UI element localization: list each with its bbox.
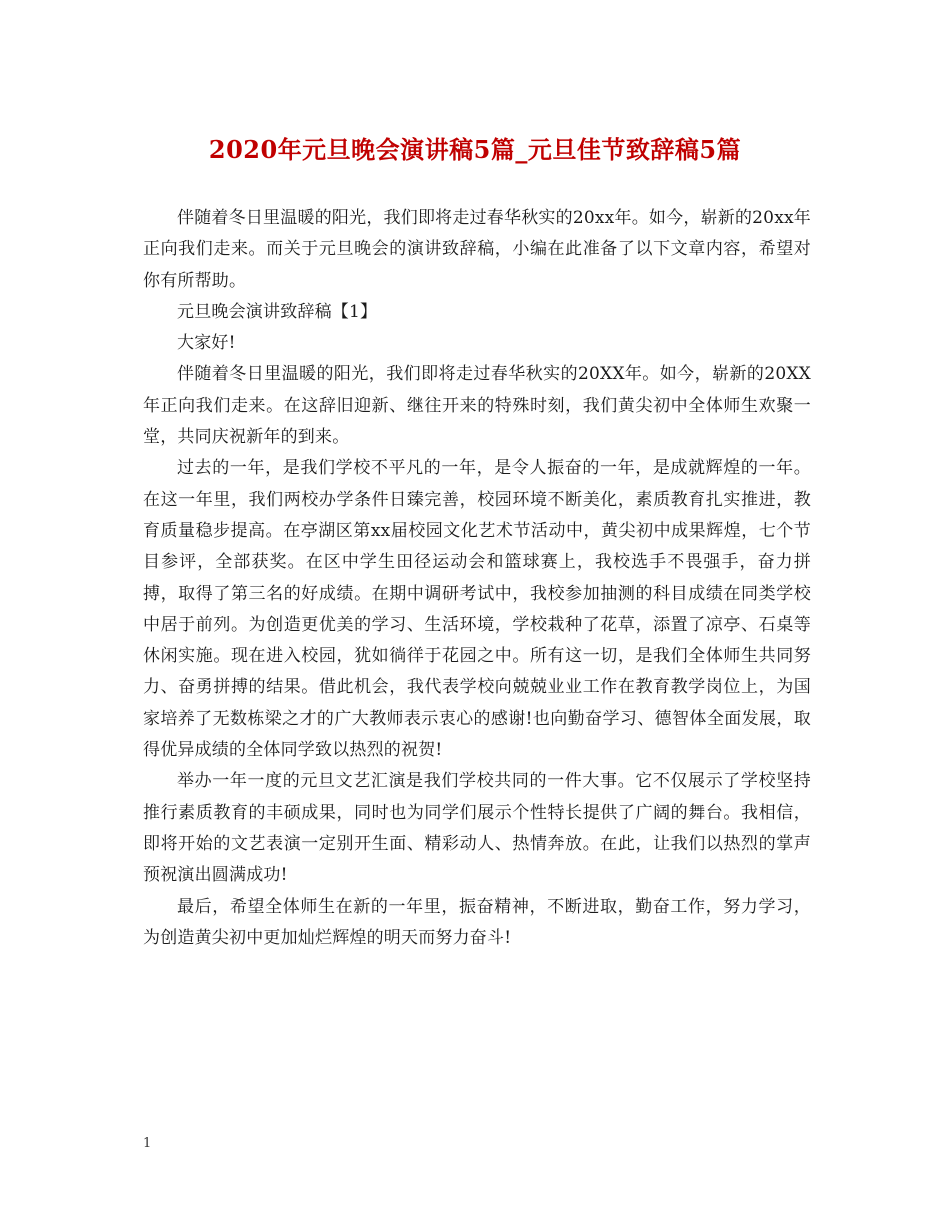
paragraph-closing: 最后，希望全体师生在新的一年里，振奋精神，不断进取，勤奋工作，努力学习，为创造黄尖初中更加灿烂辉煌的明天而努力奋斗!	[143, 896, 811, 948]
paragraph-review: 过去的一年，是我们学校不平凡的一年，是令人振奋的一年，是成就辉煌的一年。在这一年里，我们两校办学条件日臻完善，校园环境不断美化，素质教育扎实推进，教育质量稳步提高。在亭湖区第xx届校园文化艺术节活动中，黄尖初中成果辉煌，七个节目参评，全部获奖。在区中学生田径运动会和篮球赛上，我校选手不畏强手，奋力拼搏，取得了第三名的好成绩。在期中调研考试中，我校参加抽测的科目成绩在同类学校中居于前列。为创造更优美的学习、生活环境，学校栽种了花草，添置了凉亭、石桌等休闲实施。现在进入校园，犹如徜徉于花园之中。所有这一切，是我们全体师生共同努力、奋勇拼搏的结果。借此机会，我代表学校向兢兢业业工作在教育教学岗位上，为国家培养了无数栋梁之才的广大教师表示衷心的感谢!也向勤奋学习、德智体全面发展，取得优异成绩的全体同学致以热烈的祝贺!	[143, 458, 811, 761]
paragraph-greeting: 大家好!	[177, 333, 236, 354]
paragraph-intro: 伴随着冬日里温暖的阳光，我们即将走过春华秋实的20xx年。如今，崭新的20xx年正向我们走来。而关于元旦晚会的演讲致辞稿，小编在此准备了以下文章内容，希望对你有所帮助。	[143, 208, 811, 291]
paragraph-performance: 举办一年一度的元旦文艺汇演是我们学校共同的一件大事。它不仅展示了学校坚持推行素质教育的丰硕成果，同时也为同学们展示个性特长提供了广阔的舞台。我相信，即将开始的文艺表演一定别开生面、精彩动人、热情奔放。在此，让我们以热烈的掌声预祝演出圆满成功!	[143, 771, 811, 886]
document-title: 2020年元旦晚会演讲稿5篇_元旦佳节致辞稿5篇	[208, 135, 742, 164]
paragraph-section-heading: 元旦晚会演讲致辞稿【1】	[177, 301, 378, 322]
page-number: 1	[143, 1136, 152, 1151]
document-body	[143, 203, 811, 954]
paragraph-opening: 伴随着冬日里温暖的阳光，我们即将走过春华秋实的20XX年。如今，崭新的20XX年正向我们走来。在这辞旧迎新、继往开来的特殊时刻，我们黄尖初中全体师生欢聚一堂，共同庆祝新年的到来。	[143, 364, 811, 448]
